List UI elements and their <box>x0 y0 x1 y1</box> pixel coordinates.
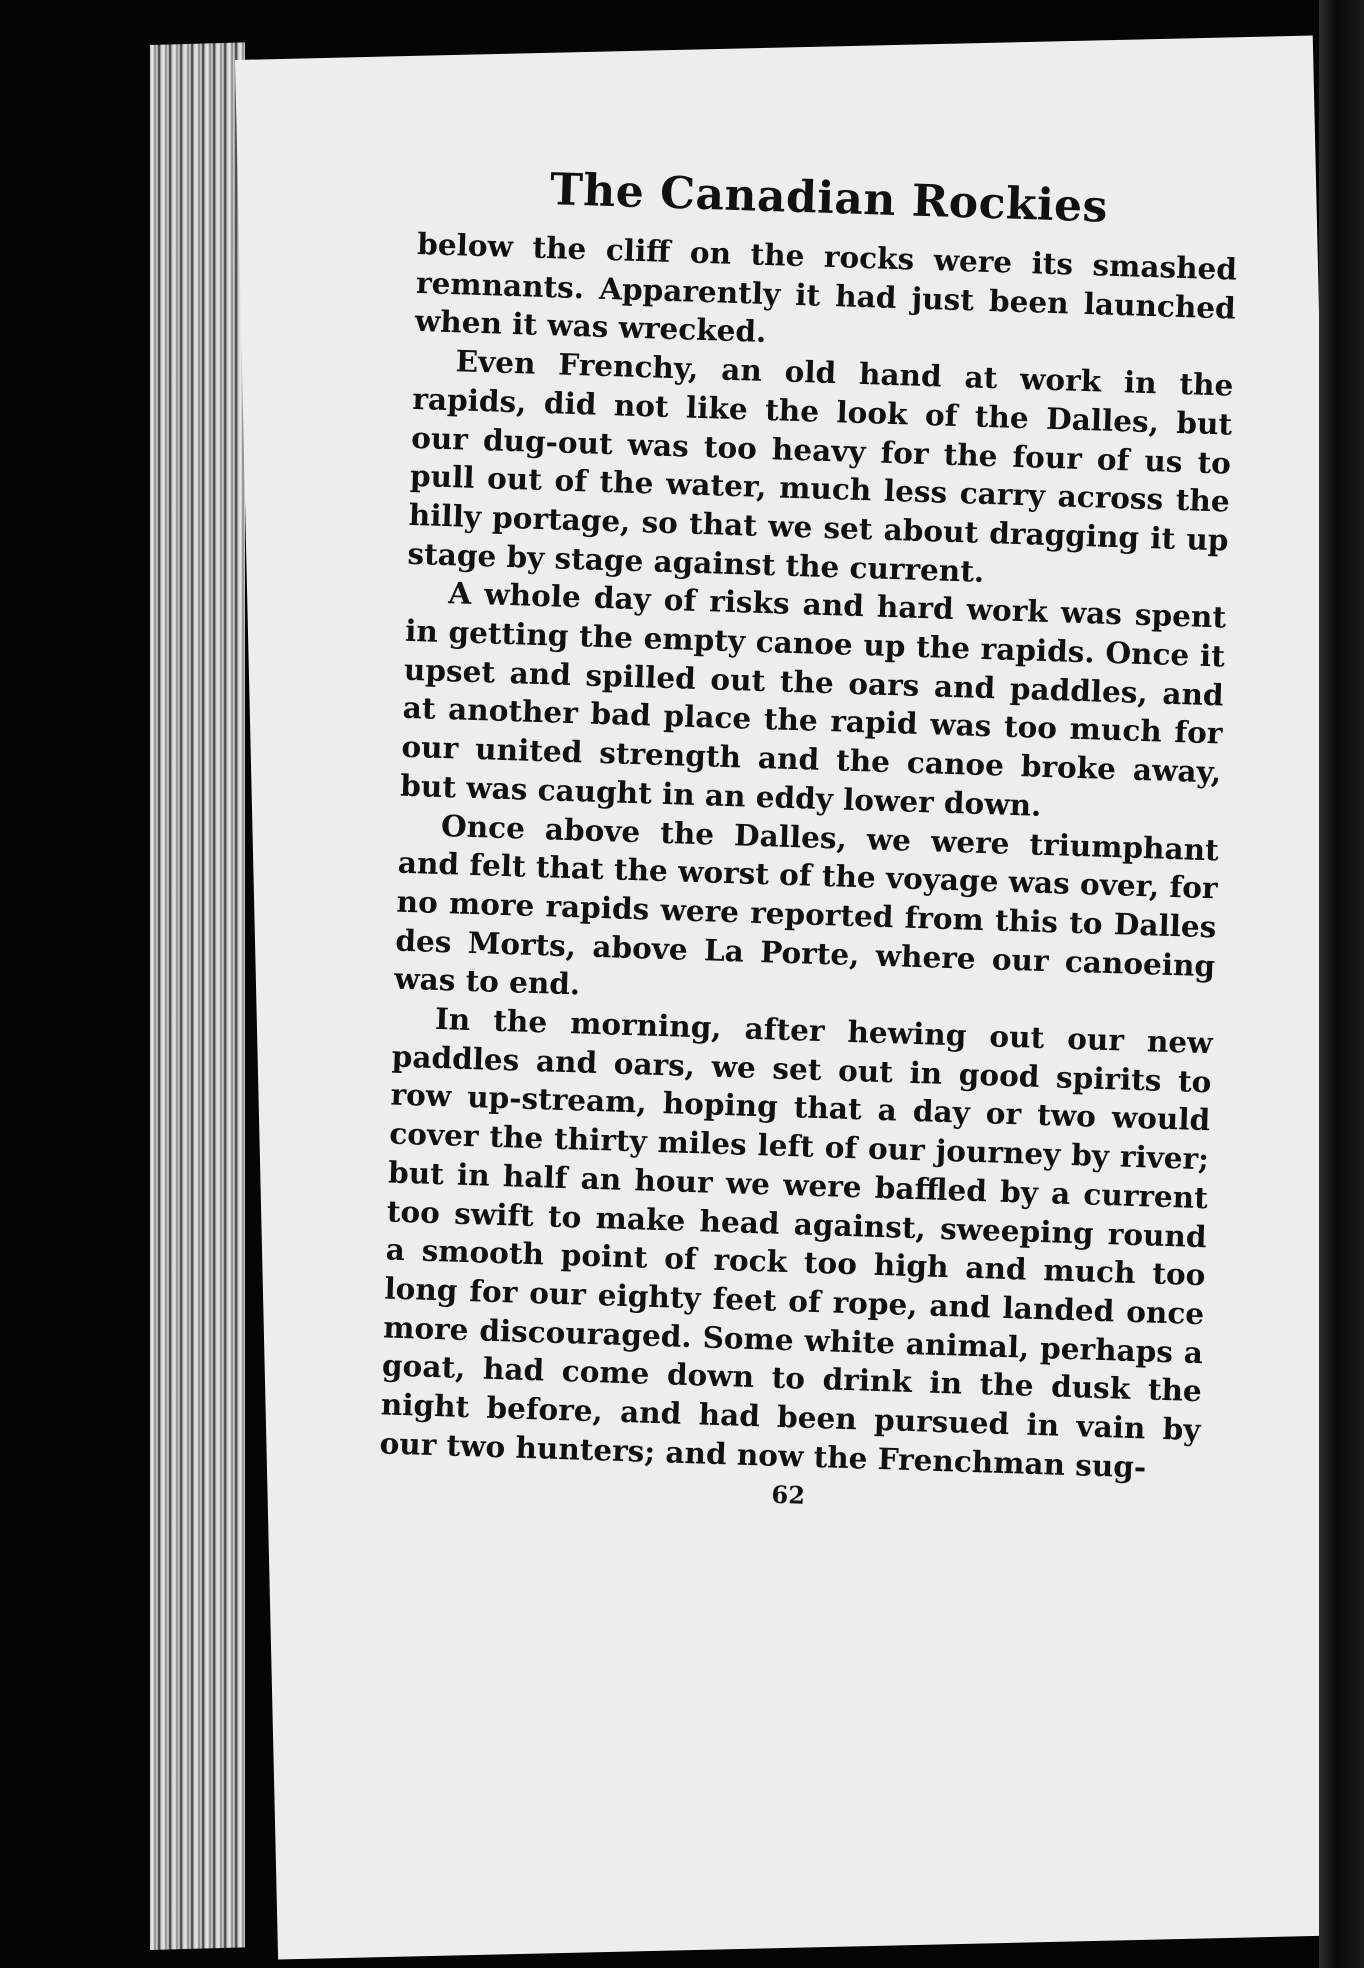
paragraph: Once above the Dalles, we were triumphant and felt that the worst of the voyage was over, for no more rapids were reported from this to Dalles des Morts, above La Porte, where our canoeing was to end. <box>393 807 1220 1002</box>
book-binding-edge <box>1319 0 1364 1968</box>
paragraph: Even Frenchy, an old hand at work in the rapids, did not like the look of the Dalles, but our dug-out was too heavy for the four of us to pull out of the water, much less carry across the hilly portage, so that we set about dragging it up stage by stage against the current. <box>407 343 1234 589</box>
page-text-block <box>378 160 1240 1522</box>
page-number: 62 <box>771 1479 806 1510</box>
paragraph-continuation: below the cliff on the rocks were its smashed remnants. Apparently it had just been launched when it was wrecked. <box>414 225 1238 350</box>
running-head: The Canadian Rockies <box>549 164 1109 233</box>
book-page-edges <box>150 42 245 1950</box>
paragraph: In the morning, after hewing out our new paddles and oars, we set out in good spirits to row up-stream, hoping that a day or two would cover the thirty miles left of our journey by river; but in half an hour we were baffled by a current too swift to make head against, sweeping round a smooth point of rock too high and much too long for our eighty feet of rope, and landed once more discouraged. Some white animal, perhaps a goat, had come down to drink in the dusk the night before, and had been pursued in vain by our two hunters; and now the Frenchman sug- <box>379 1000 1214 1485</box>
paragraph: A whole day of risks and hard work was spent in getting the empty canoe up the rapids. Once it upset and spilled out the oars and paddles, and at another bad place the rapid was too much for our united strength and the canoe broke away, but was caught in an eddy lower down. <box>399 575 1227 823</box>
